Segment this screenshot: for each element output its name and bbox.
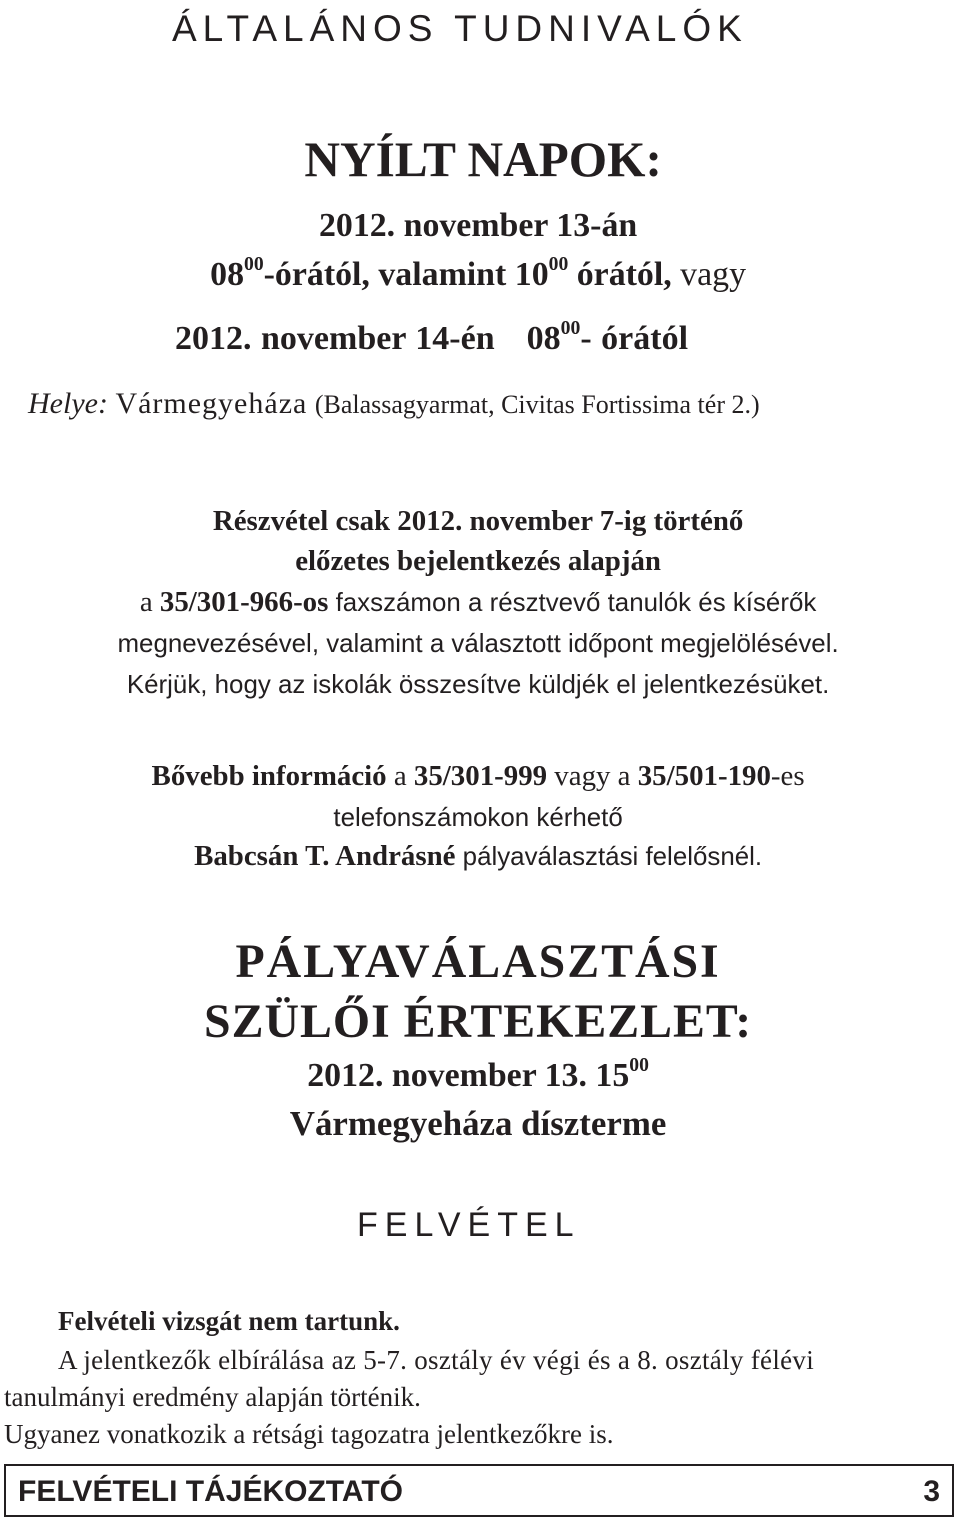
admission-line-4: Ugyanez vonatkozik a rétsági tagozatra jelentkezőkre is. (4, 1419, 614, 1449)
parent-meeting-heading-1: PÁLYAVÁLASZTÁSI (235, 935, 721, 988)
info-line-1-c: -es (770, 760, 805, 792)
info-line-1-b: vagy a (547, 760, 638, 792)
phone-2: 35/501-190 (637, 760, 771, 792)
time-1a-suffix: -órától, valamint 10 (263, 256, 549, 293)
time-2-minutes: 00 (560, 317, 581, 340)
admission-line-2: A jelentkezők elbírálása az 5-7. osztály év végi és a 8. osztály félévi (58, 1345, 815, 1375)
info-line-3 (0, 840, 956, 873)
registration-line-3-a: a (139, 586, 160, 618)
open-days-times-1 (0, 253, 956, 294)
time-1a-minutes: 00 (244, 253, 264, 276)
parent-meeting-date-minutes: 00 (629, 1054, 649, 1077)
registration-line-4: megnevezésével, valamint a választott időpont megjelölésével. (117, 628, 839, 658)
info-line-2: telefonszámokon kérhető (333, 802, 623, 832)
admission-line-1: Felvételi vizsgát nem tartunk. (58, 1306, 400, 1336)
time-1b-suffix: órától, (568, 256, 672, 293)
location-name: Vármegyeháza (115, 387, 308, 420)
time-1-tail: vagy (671, 256, 747, 293)
time-1a: 08 (210, 256, 245, 293)
phone-1: 35/301-999 (413, 760, 548, 792)
open-days-date-2 (175, 317, 689, 358)
admission-line-3: tanulmányi eredmény alapján történik. (4, 1382, 421, 1412)
location-address: (Balassagyarmat, Civitas Fortissima tér 2.) (314, 390, 760, 419)
info-line-1-a: a (386, 760, 414, 792)
date-2: 2012. november 14-én (175, 320, 495, 357)
open-days-heading: NYÍLT NAPOK: (304, 131, 662, 187)
open-days-date-1: 2012. november 13-án (318, 207, 638, 244)
location-label: Helye: (28, 387, 108, 420)
fax-number: 35/301-966-os (159, 586, 329, 618)
parent-meeting-heading-2: SZÜLŐI ÉRTEKEZLET: (204, 995, 753, 1048)
registration-line-2: előzetes bejelentkezés alapján (295, 545, 661, 577)
time-2-suffix: - órától (580, 320, 689, 357)
info-line-1 (0, 760, 956, 793)
registration-line-3 (0, 586, 956, 619)
footer-title: FELVÉTELI TÁJÉKOZTATÓ (18, 1475, 403, 1508)
parent-meeting-place: Vármegyeháza díszterme (289, 1104, 667, 1143)
time-2: 08 (526, 320, 561, 357)
info-label: Bővebb információ (151, 760, 387, 792)
page-header-title: ÁLTALÁNOS TUDNIVALÓK (172, 8, 748, 49)
parent-meeting-date-main: 2012. november 13. 15 (307, 1057, 630, 1094)
registration-line-1: Részvétel csak 2012. november 7-ig történő (212, 505, 744, 537)
contact-name: Babcsán T. Andrásné (194, 840, 456, 872)
parent-meeting-date (0, 1054, 956, 1095)
contact-role: pályaválasztási felelősnél. (455, 841, 763, 871)
admission-heading-text: FELVÉTEL (357, 1206, 581, 1244)
admission-heading (357, 1206, 581, 1245)
registration-line-3-b: faxszámon a résztvevő tanulók és kísérők (328, 587, 817, 617)
registration-line-5: Kérjük, hogy az iskolák összesítve küldjék el jelentkezésüket. (126, 669, 830, 699)
time-1b-minutes: 00 (548, 253, 569, 276)
page-footer (4, 1464, 954, 1517)
page-number: 3 (923, 1475, 940, 1508)
open-days-location (28, 387, 760, 421)
